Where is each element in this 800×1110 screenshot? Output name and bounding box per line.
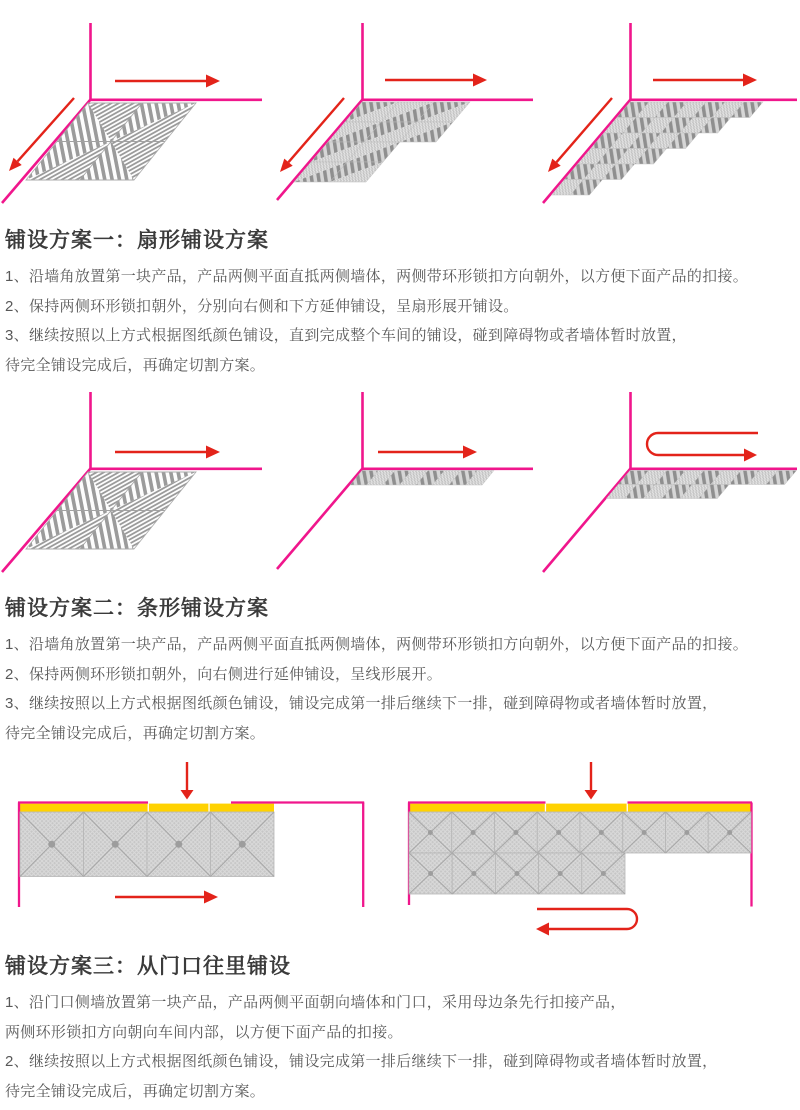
arrow-right-icon: [115, 446, 220, 459]
tile-grid: [294, 102, 470, 182]
instruction-line: 3、继续按照以上方式根据图纸颜色铺设，直到完成整个车间的铺设，碰到障碍物或者墙体暂时放置，: [5, 327, 687, 344]
wall-corner: [631, 23, 798, 100]
instruction-line: 待完全铺设完成后，再确定切割方案。: [5, 724, 266, 742]
instruction-line: 3、继续按照以上方式根据图纸颜色铺设，铺设完成第一排后继续下一排，碰到障碍物或者墙体暂时放置，: [5, 695, 718, 712]
plan-2-title: 铺设方案二：条形铺设方案: [5, 597, 269, 620]
instruction-line: 1、沿门口侧墙放置第一块产品，产品两侧平面朝向墙体和门口，采用母边条先行扣接产品，: [5, 994, 626, 1011]
diagram-fan-large: [543, 23, 797, 203]
wall-corner: [363, 23, 534, 100]
tile-row: [20, 812, 274, 877]
instruction-line: 1、沿墙角放置第一块产品，产品两侧平面直抵两侧墙体，两侧带环形锁扣方向朝外，以方便下面产品的扣接。: [5, 268, 749, 285]
wall-corner: [363, 392, 534, 469]
arrow-right-icon: [653, 74, 757, 87]
plan-1-title: 铺设方案一：扇形铺设方案: [5, 229, 269, 252]
wall-corner: [91, 392, 263, 469]
section-plan-3: [5, 950, 797, 1106]
instruction-line: 1、沿墙角放置第一块产品，产品两侧平面直抵两侧墙体，两侧带环形锁扣方向朝外，以方便下面产品的扣接。: [5, 636, 749, 653]
section-plan-1: [5, 224, 797, 380]
arrow-down-icon: [585, 762, 598, 800]
tile-grid: [350, 471, 494, 486]
diagram-fan-start: [2, 23, 262, 203]
wall-corner: [91, 23, 263, 100]
instruction-line: 2、保持两侧环形锁扣朝外，向右侧进行延伸铺设，呈线形展开。: [5, 665, 443, 683]
arrow-uturn-right-icon: [647, 433, 758, 462]
instruction-line: 2、保持两侧环形锁扣朝外，分别向右侧和下方延伸铺设，呈扇形展开铺设。: [5, 297, 519, 315]
instruction-line: 两侧环形锁扣方向朝向车间内部，以方便下面产品的扣接。: [5, 1023, 403, 1041]
arrow-right-icon: [115, 75, 220, 88]
diagram-fan-expand: [277, 23, 533, 200]
wall-diagonal: [543, 469, 631, 573]
instruction-line: 待完全铺设完成后，再确定切割方案。: [5, 356, 266, 374]
edge-strip-seam: [627, 804, 628, 812]
tile-grid: [606, 471, 796, 499]
tile-row-2: [409, 853, 625, 894]
arrow-down-icon: [181, 762, 194, 800]
diagram-strip-row: [277, 392, 533, 569]
arrow-right-icon: [385, 74, 487, 87]
edge-strip: [410, 804, 751, 812]
diagram-door-first-row: [18, 762, 364, 907]
arrow-uturn-left-icon: [536, 909, 637, 936]
instruction-line: 待完全铺设完成后，再确定切割方案。: [5, 1082, 266, 1100]
instruction-line: 2、继续按照以上方式根据图纸颜色铺设，铺设完成第一排后继续下一排，碰到障碍物或者墙体暂时放置，: [5, 1053, 718, 1070]
wall-diagonal: [277, 469, 363, 570]
plan-3-title: 铺设方案三：从门口往里铺设: [5, 955, 291, 978]
edge-strip-seam: [545, 804, 546, 812]
edge-strip: [20, 804, 274, 812]
arrow-right-icon: [378, 446, 477, 459]
tile-row-1: [409, 812, 751, 853]
edge-strip-seam: [208, 804, 209, 812]
diagram-door-next-rows: [408, 762, 752, 936]
diagram-strip-next-row: [543, 392, 797, 572]
tile-block: [26, 472, 196, 549]
wall-corner: [631, 392, 798, 469]
tile-grid: [551, 102, 763, 195]
tile-block: [26, 103, 196, 180]
section-plan-2: [5, 592, 797, 748]
arrow-right-icon: [115, 891, 218, 904]
diagram-strip-start: [2, 392, 262, 572]
edge-strip-seam: [148, 804, 149, 812]
